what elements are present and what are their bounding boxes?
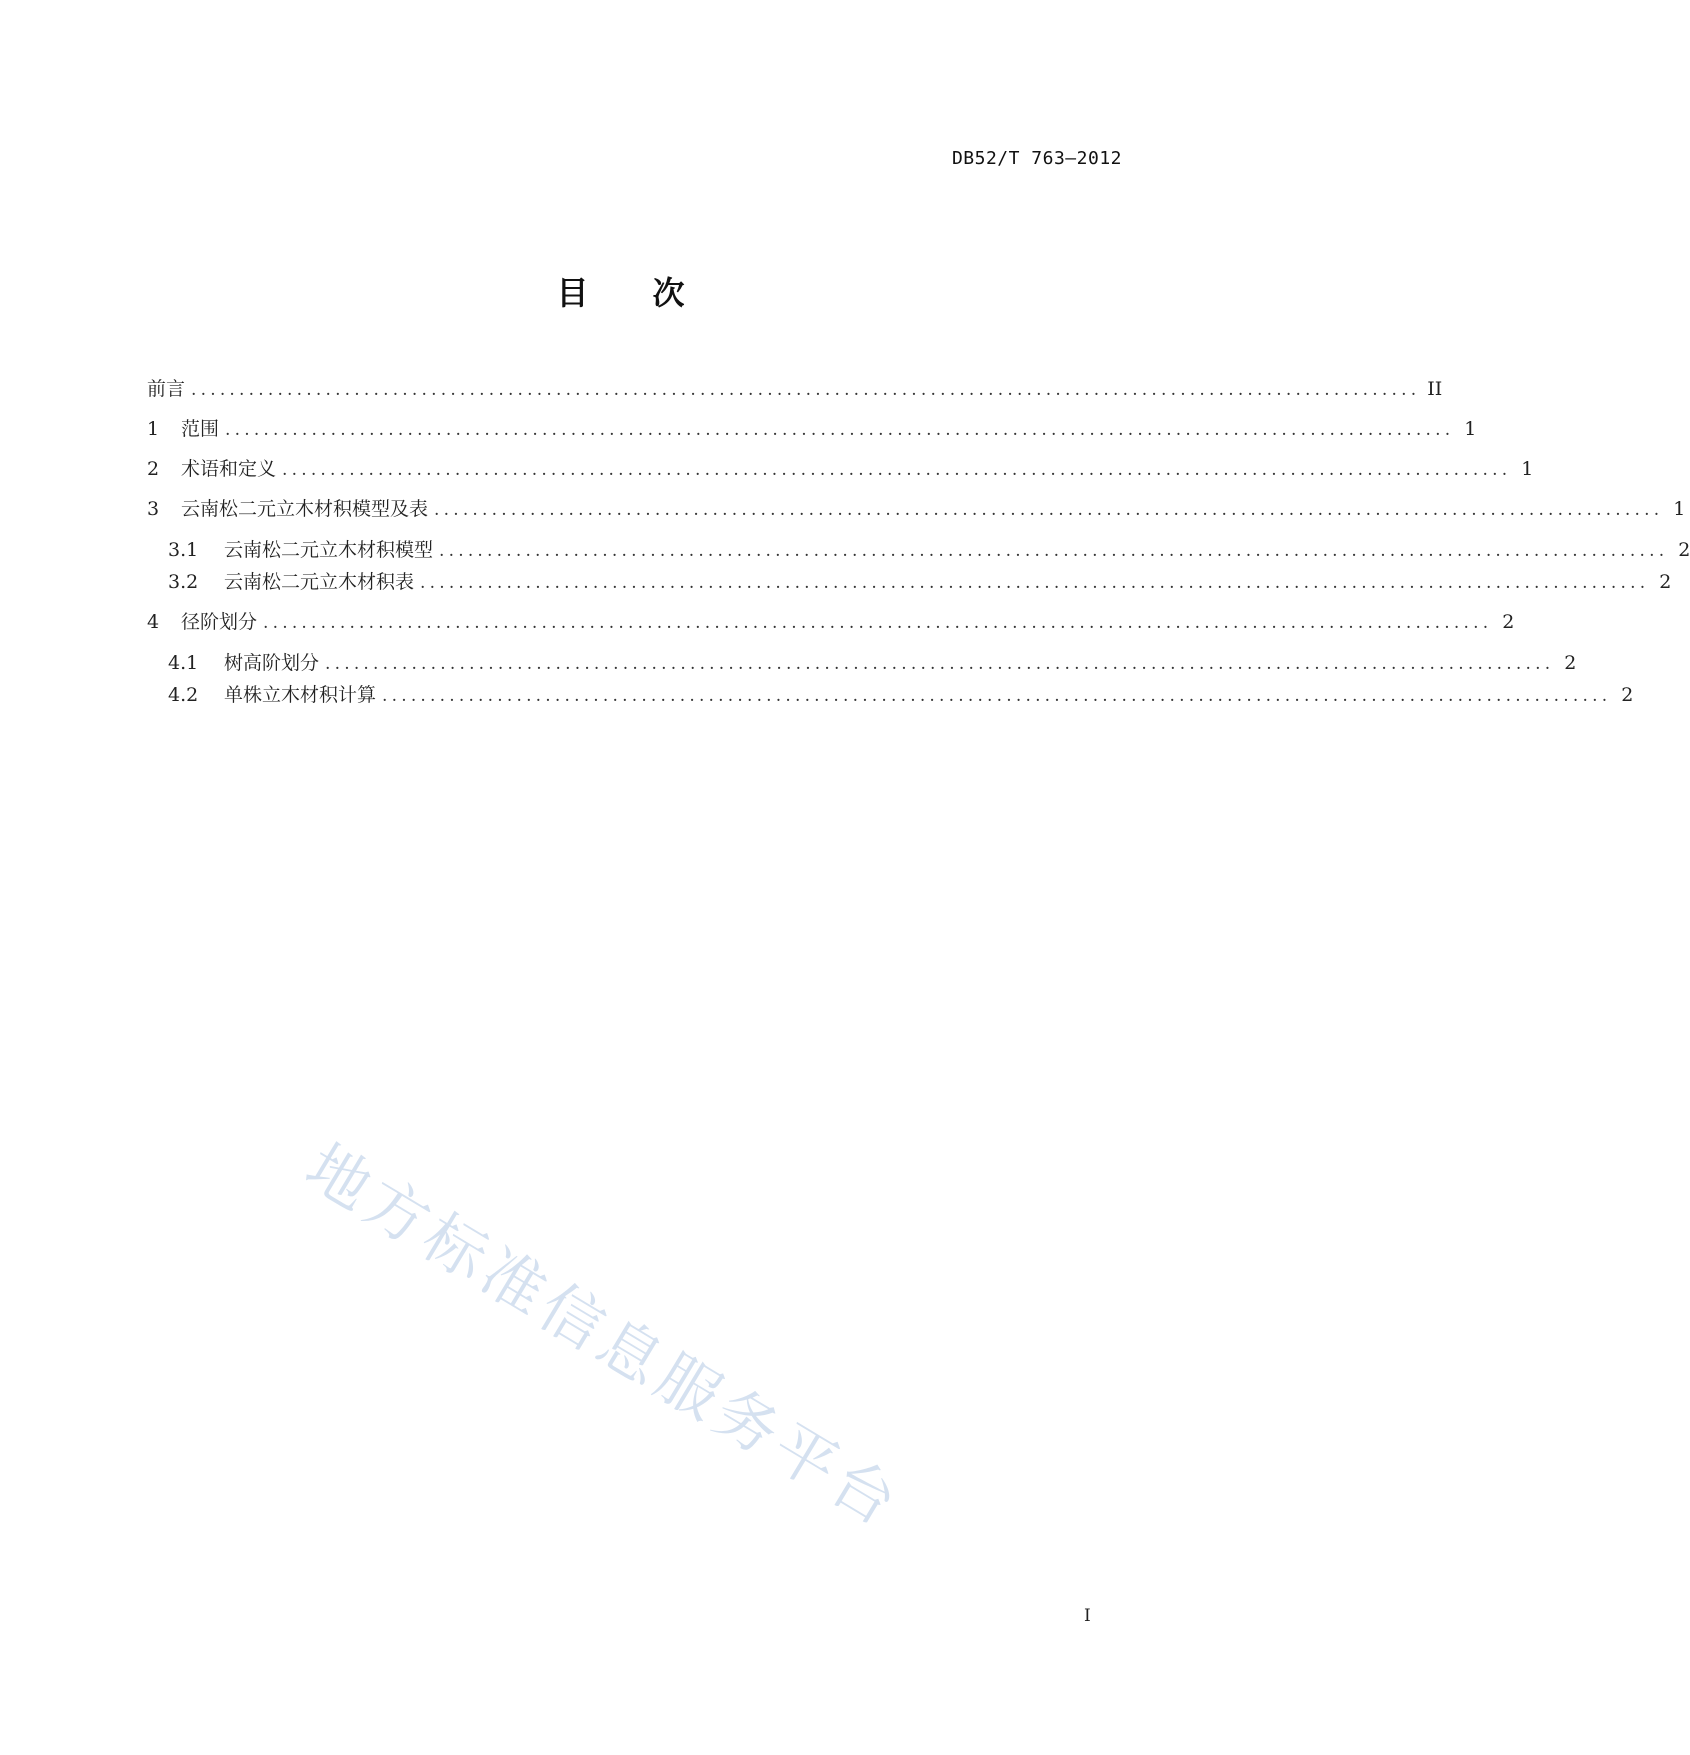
- toc-entry-foreword[interactable]: [147, 374, 1443, 402]
- toc-entry-number: 4: [147, 611, 160, 633]
- toc-entry-page: 1: [1521, 458, 1534, 480]
- toc-entry-label: 前言: [147, 378, 186, 400]
- toc-leader-dots: ................................................................................................................................: [382, 686, 1612, 706]
- standard-code: DB52/T 763—2012: [951, 148, 1122, 169]
- toc-leader-dots: ................................................................................................................................: [263, 613, 1493, 633]
- toc-entry-number: 2: [147, 458, 160, 480]
- toc-entry-number: 4.1: [168, 652, 199, 674]
- watermark: 地方标准信息服务平台: [293, 1129, 915, 1543]
- toc-entry-4[interactable]: [147, 607, 1515, 635]
- toc-leader-dots: ................................................................................................................................: [434, 500, 1664, 520]
- toc-entry-label: 径阶划分: [181, 611, 258, 633]
- toc-leader-dots: ................................................................................................................................: [225, 420, 1455, 440]
- title-char-2: 次: [652, 274, 685, 312]
- toc-entry-number: 4.2: [168, 684, 199, 706]
- toc-entry-page: 2: [1621, 684, 1634, 706]
- toc-entry-page: 2: [1564, 652, 1577, 674]
- toc-entry-4-2[interactable]: [168, 680, 1634, 708]
- title-char-1: 目: [556, 274, 589, 312]
- toc-entry-3-1[interactable]: [168, 535, 1690, 563]
- page-number: I: [1084, 1606, 1091, 1626]
- toc-entry-page: II: [1427, 378, 1443, 400]
- toc-leader-dots: ................................................................................................................................: [420, 573, 1650, 593]
- toc-entry-page: 2: [1502, 611, 1515, 633]
- toc-entry-3[interactable]: [147, 494, 1686, 522]
- toc-leader-dots: ................................................................................................................................: [282, 460, 1512, 480]
- toc-leader-dots: ................................................................................................................................: [325, 654, 1555, 674]
- toc-entry-number: 1: [147, 418, 160, 440]
- toc-entry-label: 单株立木材积计算: [224, 684, 377, 706]
- toc-entry-label: 术语和定义: [181, 458, 277, 480]
- toc-entry-number: 3.1: [168, 539, 199, 561]
- toc-entry-2[interactable]: [147, 454, 1534, 482]
- toc-entry-page: 2: [1659, 571, 1672, 593]
- toc-leader-dots: ................................................................................................................................: [191, 380, 1421, 400]
- toc-leader-dots: ................................................................................................................................: [439, 541, 1669, 561]
- toc-entry-label: 范围: [181, 418, 220, 440]
- toc-entry-label: 树高阶划分: [224, 652, 320, 674]
- toc-entry-label: 云南松二元立木材积模型及表: [181, 498, 429, 520]
- page-title: [0, 268, 1241, 314]
- toc-entry-4-1[interactable]: [168, 648, 1577, 676]
- toc-entry-page: 1: [1673, 498, 1686, 520]
- toc-entry-number: 3.2: [168, 571, 199, 593]
- toc-entry-3-2[interactable]: [168, 567, 1672, 595]
- toc-entry-label: 云南松二元立木材积表: [224, 571, 415, 593]
- toc-entry-number: 3: [147, 498, 160, 520]
- toc-entry-label: 云南松二元立木材积模型: [224, 539, 434, 561]
- toc-entry-page: 2: [1678, 539, 1690, 561]
- toc-entry-page: 1: [1464, 418, 1477, 440]
- toc-entry-1[interactable]: [147, 414, 1477, 442]
